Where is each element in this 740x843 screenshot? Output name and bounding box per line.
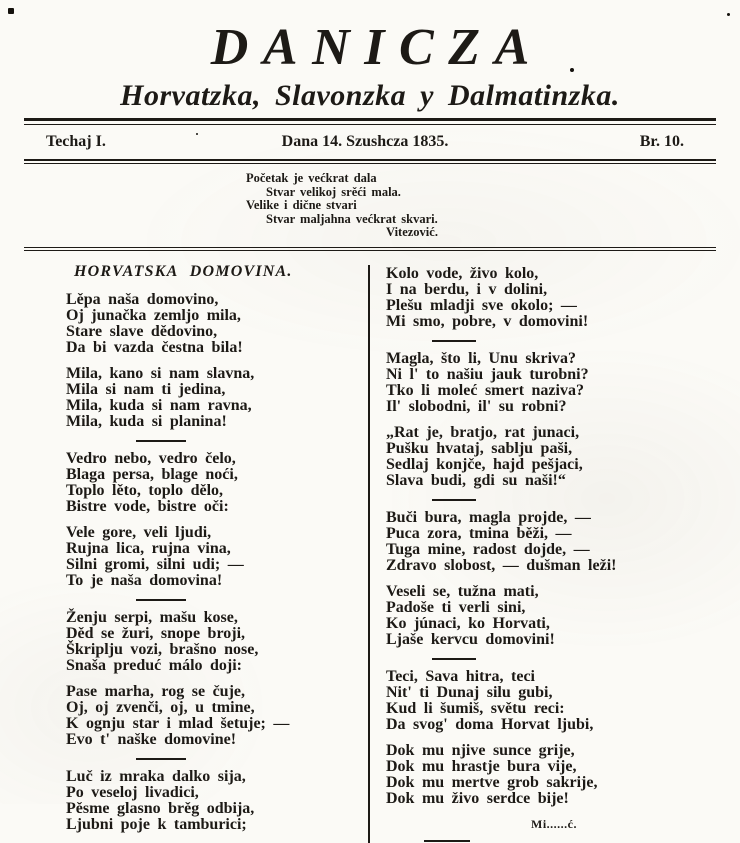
poem-line: Pase marha, rog se čuje, (66, 683, 245, 700)
poem-line: Il' slobodni, il' su robni? (386, 398, 567, 415)
stanza-divider (432, 340, 476, 342)
end-divider (424, 840, 470, 842)
poem-line: Silni gromi, silni udi; — (66, 556, 244, 573)
poem-line: Škriplju vozi, brašno nose, (66, 641, 259, 658)
poem-line: Blaga persa, blage noći, (66, 466, 238, 483)
poem-line: Veseli se, tužna mati, (386, 583, 539, 600)
poem-line: Kolo vode, živo kolo, (386, 265, 539, 282)
poem-line: Rujna lica, rujna vina, (66, 540, 231, 557)
stanza (386, 510, 740, 574)
left-column (0, 263, 368, 843)
issue-number: Br. 10. (639, 132, 684, 150)
masthead (0, 0, 740, 112)
poem-line: Vedro nebo, vedro čelo, (66, 450, 236, 467)
poem-line: Mila si nam ti jedina, (66, 381, 226, 398)
stanza (66, 451, 368, 515)
stanza (386, 351, 740, 415)
poem-line: Lěpa naša domovino, (66, 291, 219, 308)
stanza (66, 610, 368, 674)
poem-line: Kud li šumiš, světu reci: (386, 700, 565, 717)
poem-line: „Rat je, bratjo, rat junaci, (386, 424, 580, 441)
stanza-divider (136, 758, 186, 760)
author-signature: Mi......ć. (531, 817, 577, 831)
poem-line: Dok mu njive sunce grije, (386, 742, 575, 759)
newspaper-title: DANICZA (210, 19, 544, 76)
poem-line: Oj, oj zvenči, oj, u tmine, (66, 699, 255, 716)
poem-line: Magla, što li, Unu skriva? (386, 350, 577, 367)
stanza (386, 425, 740, 489)
poem-line: Dok mu hrastje bura vije, (386, 758, 577, 775)
poem-line: Toplo lěto, toplo dělo, (66, 482, 224, 499)
poem-line: Sedlaj konjče, hajd pešjaci, (386, 456, 583, 473)
poem-line: Mila, kano si nam slavna, (66, 365, 255, 382)
double-rule-mid (24, 159, 716, 165)
volume-label: Techaj I. (46, 132, 106, 150)
scan-speck (570, 68, 574, 72)
poem-line: Dok mu mertve grob sakrije, (386, 774, 598, 791)
stanza (66, 525, 368, 589)
poem-line: Ženju serpi, mašu kose, (66, 609, 238, 626)
stanza-divider (136, 440, 186, 442)
motto-attribution: Vitezović. (386, 225, 438, 239)
poem-line: Snaša preduć málo doji: (66, 657, 243, 674)
poem-line: To je naša domovina! (66, 572, 223, 589)
poem-line: Tuga mine, radost dojde, — (386, 541, 590, 558)
stanza (66, 366, 368, 430)
poem-line: Zdravo slobost, — dušman leži! (386, 557, 617, 574)
scan-speck (727, 13, 730, 16)
poem-line: I na berdu, i v dolini, (386, 281, 548, 298)
stanza-divider (432, 658, 476, 660)
stanza (66, 769, 368, 833)
poem-line: Da svog' doma Horvat ljubi, (386, 716, 594, 733)
poem-title: HORVATSKA DOMOVINA. (74, 263, 293, 280)
motto-line: Velike i dične stvari (246, 198, 357, 212)
poem-line: Teci, Sava hitra, teci (386, 668, 535, 685)
poem-line: Slava budi, gdi su naši!“ (386, 472, 566, 489)
poem-line: Oj junačka zemljo mila, (66, 307, 241, 324)
stanza (386, 743, 740, 807)
poem-line: Evo t' naške domovine! (66, 731, 237, 748)
motto-line: Stvar velikoj srěći mala. (266, 184, 401, 199)
issue-line (0, 125, 740, 159)
poem-line: Ljubni poje k tamburici; (66, 816, 247, 833)
stanza (386, 266, 740, 330)
poem-line: Dok mu živo serdce bije! (386, 790, 569, 807)
stanza-divider (136, 599, 186, 601)
motto (246, 172, 740, 240)
poem-line: Po veseloj livadici, (66, 784, 199, 801)
scan-speck (196, 133, 198, 135)
poem-line: Tko li moleć smert naziva? (386, 382, 584, 399)
right-column (370, 263, 740, 843)
poem-line: Ljaše kervcu domovini! (386, 631, 555, 648)
poem-line: Mila, kuda si nam ravna, (66, 397, 252, 414)
date-label: Dana 14. Szushcza 1835. (281, 132, 449, 150)
poem-line: Mila, kuda si planina! (66, 413, 227, 430)
poem-line: Padoše ti verli sini, (386, 599, 526, 616)
poem-line: Puca zora, tmina běži, — (386, 525, 572, 542)
stanza-divider (432, 499, 476, 501)
motto-line: Stvar maljahna većkrat skvari. (266, 211, 438, 226)
stanza (386, 669, 740, 733)
poem-line: Pěsme glasno brěg odbija, (66, 800, 255, 817)
poem-line: Vele gore, veli ljudi, (66, 524, 212, 541)
poem-line: Buči bura, magla projde, — (386, 509, 591, 526)
stanza (386, 584, 740, 648)
poem-line: Plešu mladji sve okolo; — (386, 297, 577, 314)
newspaper-subtitle: Horvatzka, Slavonzka y Dalmatinzka. (120, 79, 620, 112)
poem-line: Da bi vazda čestna bila! (66, 339, 243, 356)
stanza (66, 684, 368, 748)
poem-line: Pušku hvataj, sablju paši, (386, 440, 573, 457)
poem-line: Děd se žuri, snope broji, (66, 625, 246, 642)
poem-line: K ognju star i mlad šetuje; — (66, 715, 290, 732)
poem-line: Ni l' to našiu jauk turobni? (386, 366, 589, 383)
stanza (66, 292, 368, 356)
motto-line: Početak je većkrat dala (246, 171, 377, 185)
scan-speck (8, 8, 14, 14)
poem-line: Ko júnaci, ko Horvati, (386, 615, 550, 632)
poem-line: Stare slave dědovino, (66, 323, 218, 340)
poem-columns (0, 251, 740, 843)
poem-line: Luč iz mraka dalko sija, (66, 768, 246, 785)
poem-line: Nit' ti Dunaj silu gubi, (386, 684, 553, 701)
poem-line: Bistre vode, bistre oči: (66, 498, 229, 515)
poem-line: Mi smo, pobre, v domovini! (386, 313, 589, 330)
